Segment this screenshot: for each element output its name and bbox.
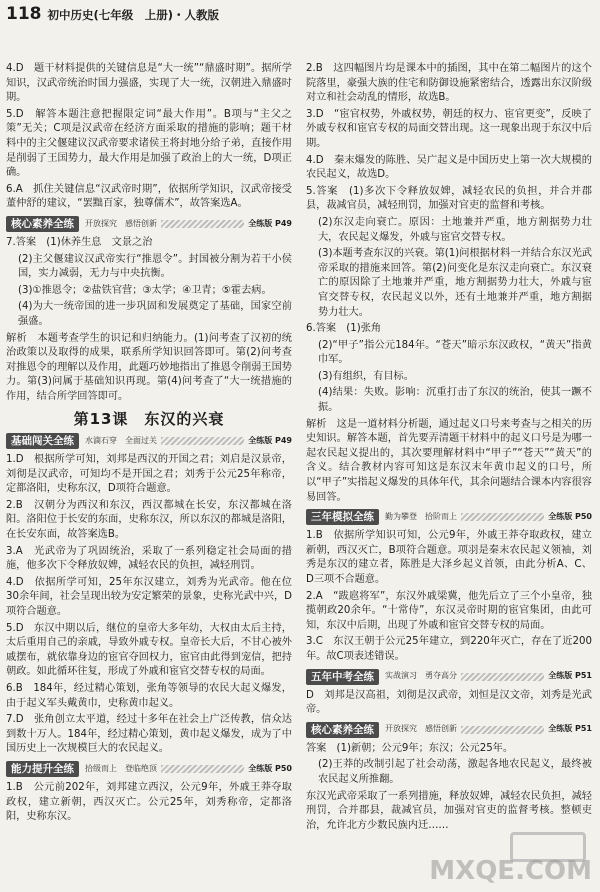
- answer-paragraph: (3)有组织，有目标。: [318, 370, 414, 382]
- section-page-ref: 全练版 P50: [548, 511, 592, 521]
- answer-paragraph: 4.D 秦末爆发的陈胜、吴广起义是中国历史上第一次大规模的农民起义，故选D。: [306, 154, 592, 181]
- section-divider: [461, 726, 544, 734]
- answer-paragraph: (4)结果：失败。影响：沉重打击了东汉的统治，使其一蹶不振。: [318, 387, 592, 414]
- answer-paragraph: D 刘邦是汉高祖，刘彻是汉武帝，刘恒是汉文帝，刘秀是光武帝。: [306, 689, 592, 716]
- answer-paragraph: 5.答案 (1)多次下令释放奴婢，减轻农民的负担，并合并郡县，裁减官员，减轻刑罚，加强对官吏的监督和考核。: [306, 185, 592, 212]
- section-divider: [461, 673, 544, 681]
- answer-paragraph: 答案 (1)新朝；公元9年；东汉；公元25年。: [306, 742, 514, 754]
- section-divider: [161, 220, 244, 228]
- section-divider: [161, 437, 244, 445]
- page-header: [6, 4, 219, 26]
- answer-paragraph: (2)主父偃建议汉武帝实行“推恩令”。封国被分割为若干小侯国，实力减弱，无力与中央抗衡。: [18, 253, 292, 280]
- section-label: 五年中考全练: [306, 669, 379, 685]
- answer-paragraph: 1.B 依据所学知识可知，公元9年，外戚王莽夺取政权，建立新朝，西汉灭亡，B项符合题意。项羽是秦末农民起义领袖，刘秀是东汉的建立者，陈胜是大泽乡起义首领，由此分析A、C、D三项不合题意。: [306, 530, 592, 585]
- left-column: [6, 62, 292, 827]
- answer-paragraph: 5.D 东汉中期以后，继位的皇帝大多年幼，大权由太后主持，太后重用自己的亲戚，导致外戚专权。皇帝长大后，不甘心被外戚摆布，就依靠身边的宦官夺回权力，宦官由此得到宠信，把持朝政。如此循环往复，形成了外戚和宦官交替专权的局面。: [6, 622, 292, 678]
- book-title: 初中历史(七年级 上册)・人教版: [47, 8, 220, 22]
- answer-paragraph: 1.B 公元前202年，刘邦建立西汉，公元9年，外戚王莽夺取政权，建立新朝，西汉灭亡。公元25年，刘秀称帝，定都洛阳，史称东汉。: [6, 781, 292, 823]
- section-subtitle: 勤为攀登 拾阶而上: [385, 511, 457, 521]
- answer-paragraph: 3.A 光武帝为了巩固统治，采取了一系列稳定社会局面的措施，他多次下令释放奴婢，减轻农民的负担，减轻刑罚。: [6, 545, 292, 572]
- lesson-title: 第13课 东汉的兴衰: [73, 410, 225, 429]
- answer-paragraph: (2)“甲子”指公元184年。“苍天”暗示东汉政权，“黄天”指黄巾军。: [318, 339, 592, 366]
- section-label: 三年模拟全练: [306, 509, 379, 525]
- section-subtitle: 开放探究 感悟创新: [85, 218, 157, 228]
- answer-paragraph: 4.D 题干材料提供的关键信息是“大一统”“鼎盛时期”。据所学知识，汉武帝统治时国力强盛，实现了大一统，汉朝进入鼎盛时期。: [6, 63, 292, 104]
- right-column: [306, 62, 592, 835]
- answer-paragraph: 3.D “宦官权势，外戚权势，朝廷的权力、宦官更变”，反映了外戚专权和宦官专权的局面交替出现。这一现象出现于东汉中后期。: [306, 108, 592, 149]
- section-bar-basic: [6, 433, 292, 449]
- section-bar-core-literacy: [6, 216, 292, 232]
- answer-paragraph: (3)①推恩令；②盐铁官营；③太学；④卫青；⑤霍去病。: [18, 284, 272, 296]
- answer-paragraph: (2)王莽的改制引起了社会动荡，激起各地农民起义，最终被农民起义所推翻。: [318, 759, 592, 785]
- section-bar-three-year-mock: [306, 509, 592, 525]
- answer-paragraph: 东汉光武帝采取了一系列措施，释放奴婢，减轻农民负担，减轻刑罚，合并郡县，裁减官员，加强对官吏的监督考核。整顿吏治，允许北方少数民族内迁……: [306, 790, 592, 831]
- answer-paragraph: 4.D 依据所学可知，25年东汉建立，刘秀为光武帝。他在位30余年间，社会呈现出较为安定繁荣的景象，史称光武中兴，D项符合题意。: [6, 576, 292, 617]
- answer-paragraph: (4)为大一统帝国的进一步巩固和发展奠定了基础，国家空前强盛。: [18, 301, 292, 327]
- section-divider: [461, 513, 544, 521]
- section-subtitle: 实战演习 勇夺高分: [385, 671, 457, 681]
- section-subtitle: 开放探究 感悟创新: [385, 724, 457, 734]
- answer-paragraph: (2)东汉走向衰亡。原因：土地兼并严重，地方割据势力壮大，农民起义爆发，外戚与宦官交替专权。: [318, 216, 592, 243]
- answer-paragraph: 7.D 张角创立太平道，经过十多年在社会上广泛传教，信众达到数十万人。184年，经过精心策划，黄巾起义爆发，成为了中国历史上一次规模巨大的农民起义。: [6, 714, 292, 755]
- page-number: 118: [6, 4, 42, 24]
- watermark-text: MXQE.COM: [429, 856, 592, 886]
- answer-paragraph: 6.答案 (1)张角: [306, 323, 382, 335]
- answer-paragraph: 解析 本题考查学生的识记和归纳能力。(1)问考查了汉初的统治政策以及取得的成果，联系所学知识回答即可。第(2)问考查对推恩令的理解以及作用，此题巧妙地指出了推恩令削弱王国势力。第(3)问属于基础知识再现。第(4)问考查了“大一统措施的作用，结合所学回答即可。: [6, 332, 292, 402]
- section-page-ref: 全练版 P49: [248, 435, 292, 445]
- answer-paragraph: 5.D 解答本题注意把握限定词“最大作用”。B项与“主父之策”无关；C项是汉武帝在经济方面采取的措施的影响；题干材料中的主父偃建议汉武帝要求诸侯王将封地分给子弟，直接作用是削弱了王国势力，最大作用是加强了政治上的大一统，D项正确。: [6, 108, 292, 179]
- section-label: 核心素养全练: [6, 216, 79, 232]
- answer-paragraph: (3)本题考查东汉的兴衰。第(1)问根据材料一并结合东汉光武帝采取的措施来回答。第(2)问变化是东汉走向衰亡。东汉衰亡的原因除了土地兼并严重，地方割据势力壮大，外戚与宦官交替专权，农民起义以外，还有土地兼并严重，地方割据势力壮大。: [318, 248, 592, 318]
- answer-paragraph: 6.A 抓住关键信息“汉武帝时期”，依据所学知识，汉武帝接受董仲舒的建议，“罢黜百家，独尊儒术”，故答案选A。: [6, 183, 292, 210]
- section-page-ref: 全练版 P51: [548, 724, 592, 734]
- answer-paragraph: 2.A “跋扈将军”，东汉外戚梁冀，他先后立了三个小皇帝，独揽朝政20余年。“十常侍”，东汉灵帝时期的宦官集团，由此可知，东汉中后期，出现了外戚和宦官交替专权的局面。: [306, 590, 592, 631]
- section-label: 能力提升全练: [6, 761, 79, 777]
- section-subtitle: 拾级而上 登临绝顶: [85, 763, 157, 773]
- answer-paragraph: 7.答案 (1)休养生息 文景之治: [6, 236, 153, 248]
- section-bar-five-year-exam: [306, 669, 592, 685]
- answer-paragraph: 1.D 根据所学可知，刘邦是西汉的开国之君；刘启是汉景帝，刘彻是汉武帝，可知均不是开国之君；刘秀于公元25年称帝，定都洛阳，史称东汉，D项符合题意。: [6, 454, 292, 495]
- section-bar-ability: [6, 761, 292, 777]
- section-label: 基础闯关全练: [6, 433, 79, 449]
- section-page-ref: 全练版 P49: [248, 218, 292, 228]
- answer-paragraph: 2.B 汉朝分为西汉和东汉，西汉都城在长安，东汉都城在洛阳。洛阳位于长安的东面，史称东汉，所以东汉的都城是洛阳，在长安东面，故答案选B。: [6, 499, 292, 541]
- section-bar-core-literacy-2: [306, 722, 592, 738]
- answer-paragraph: 解析 这是一道材料分析题，通过起义口号来考查与之相关的历史知识。解答本题，首先要弄清题干材料中的起义口号是为哪一起农民起义提出的，其次要理解材料中“甲子”“苍天”“黄天”的含义。结合教材内容可知这是东汉末年黄巾起义的口号，所以“甲子”实指起义爆发的具体年代，其余问题结合课本内容很容易回答。: [306, 418, 592, 503]
- section-label: 核心素养全练: [306, 722, 379, 738]
- answer-paragraph: 6.B 184年，经过精心策划，张角等领导的农民大起义爆发，由于起义军头戴黄巾，史称黄巾起义。: [6, 682, 292, 709]
- answer-paragraph: 3.C 东汉王朝于公元25年建立，到220年灭亡，存在了近200年。故C项表述错误。: [306, 636, 592, 662]
- answer-paragraph: 2.B 这四幅图片均是课本中的插图，其中在第二幅图片的这个院落里，豪强大族的住宅和防御设施紧密结合，透露出东汉阶级对立和社会动乱的情形，故选B。: [306, 63, 592, 104]
- section-subtitle: 水滴石穿 全面过关: [85, 435, 157, 445]
- section-divider: [161, 765, 244, 773]
- section-page-ref: 全练版 P51: [548, 671, 592, 681]
- section-page-ref: 全练版 P50: [248, 763, 292, 773]
